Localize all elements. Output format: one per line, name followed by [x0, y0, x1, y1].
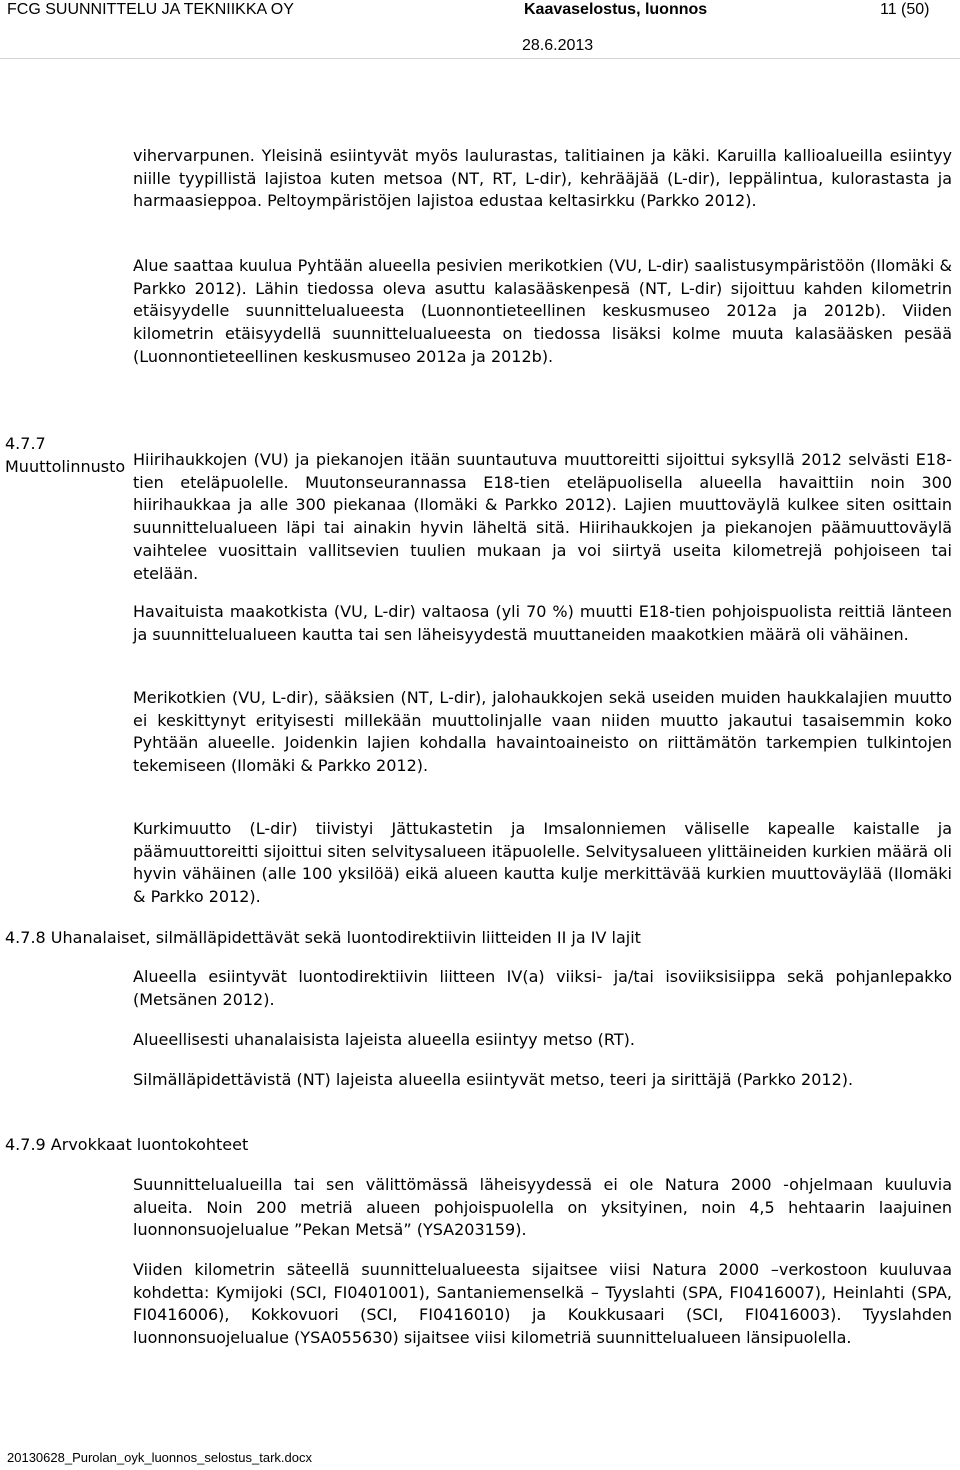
company-name: FCG SUUNNITTELU JA TEKNIIKKA OY — [7, 1, 294, 18]
paragraph-golden-eagles: Havaituista maakotkista (VU, L-dir) valtaosa (yli 70 %) muutti E18-tien pohjoispuolista reittiä länteen ja suunnittelualueen kautta tai sen läheisyydestä muuttaneiden maakotkien määrä oli vähäinen. — [133, 602, 952, 644]
section-heading-4-7-7: 4.7.7 Muuttolinnusto — [5, 434, 126, 476]
paragraph-natura-sites: Viiden kilometrin säteellä suunnittelualueesta sijaitsee viisi Natura 2000 –verkostoon kuuluvaa kohdetta: Kymijoki (SCI, FI0401001), Santaniemenselkä – Tyyslahti (SPA, FI0416007), Heinlahti (SPA, FI0416006), Kokkovuori (SCI, FI0416010) ja Koukkusaari (SCI, FI0416003). Tyyslahden luonnonsuojelualue (YSA055630) sijaitsee viisi kilometriä suunnittelualueen länsipuolella. — [133, 1260, 952, 1348]
page-header — [0, 0, 960, 60]
paragraph-buzzard-migration: Hiirihaukkojen (VU) ja piekanojen itään suuntautuva muuttoreitti sijoittui syksyllä 2012 selvästi E18-tien eteläpuolelle. Muutonseurannassa E18-tien eteläpuolisella alueella havaittiin noin 300 hiirihaukkaa ja alle 300 piekanaa (Ilomäki & Parkko 2012). Lajien muuttoväylä kulkee siten osittain suunnittelualueen läpi tai ainakin hyvin läheltä sitä. Hiirihaukkojen ja piekanojen päämuuttoväylä vaihtelee vuosittain vallitsevien tuulien mukaan ja voi siirtyä useita kilometrejä pohjoiseen tai etelään. — [133, 450, 952, 583]
paragraph-crane-migration: Kurkimuutto (L-dir) tiivistyi Jättukastetin ja Imsalonniemen väliselle kapealle kaistalle ja päämuuttoreitti sijoittui siten selvitysalueen itäpuolelle. Selvitysalueen ylittäineiden kurkien määrä oli hyvin vähäinen (alle 100 yksilöä) eikä alueen kautta kulje merkittävää kurkien muuttoväylää (Ilomäki & Parkko 2012). — [133, 819, 952, 907]
paragraph-regionally-threatened: Alueellisesti uhanalaisista lajeista alueella esiintyy metso (RT). — [133, 1030, 635, 1049]
paragraph-raptor-migration: Merikotkien (VU, L-dir), sääksien (NT, L-dir), jalohaukkojen sekä useiden muiden haukkalajien muutto ei keskittynyt erityisesti millekään muuttolinjalle vaan niiden muutto jakautui tasaisemmin koko Pyhtään alueelle. Joidenkin lajien kohdalla havaintoaineisto on riittämätön tarkempien tulkintojen tekemiseen (Ilomäki & Parkko 2012). — [133, 688, 952, 776]
paragraph-bird-species: vihervarpunen. Yleisinä esiintyvät myös laulurastas, talitiainen ja käki. Karuilla kallioalueilla esiintyy niille tyypillistä lajistoa kuten metsoa (NT, RT, L-dir), kehrääjää (L-dir), leppälintua, kulorastasta ja harmaasieppoa. Peltoympäristöjen lajistoa edustaa keltasirkku (Parkko 2012). — [133, 146, 952, 211]
page-number: 11 (50) — [880, 1, 930, 18]
footer-filename: 20130628_Purolan_oyk_luonnos_selostus_tark.docx — [7, 1450, 312, 1465]
section-heading-4-7-8: 4.7.8 Uhanalaiset, silmälläpidettävät sekä luontodirektiivin liitteiden II ja IV lajit — [5, 928, 641, 947]
document-date: 28.6.2013 — [522, 37, 594, 54]
paragraph-near-threatened: Silmälläpidettävistä (NT) lajeista alueella esiintyvät metso, teeri ja sirittäjä (Parkko 2012). — [133, 1070, 854, 1089]
paragraph-sea-eagles: Alue saattaa kuulua Pyhtään alueella pesivien merikotkien (VU, L-dir) saalistusympäristöön (Ilomäki & Parkko 2012). Lähin tiedossa oleva asuttu kalasääskenpesä (NT, L-dir) sijoittuu kahden kilometrin etäisyydelle suunnittelualueesta (Luonnontieteellinen keskusmuseo 2012a ja 2012b). Viiden kilometrin etäisyydellä suunnittelualueesta on tiedossa lisäksi kolme muuta kalasääsken pesää (Luonnontieteellinen keskusmuseo 2012a ja 2012b). — [133, 256, 952, 366]
section-heading-4-7-9: 4.7.9 Arvokkaat luontokohteet — [5, 1135, 249, 1154]
paragraph-protected-areas: Suunnittelualueilla tai sen välittömässä läheisyydessä ei ole Natura 2000 -ohjelmaan kuuluvia alueita. Noin 200 metriä alueen pohjoispuolella on yksityinen, noin 4,5 hehtaarin laajuinen luonnonsuojelualue ”Pekan Metsä” (YSA203159). — [133, 1175, 952, 1240]
paragraph-bats: Alueella esiintyvät luontodirektiivin liitteen IV(a) viiksi- ja/tai isoviiksisiippa sekä pohjanlepakko (Metsänen 2012). — [133, 967, 952, 1009]
header-divider — [0, 58, 960, 59]
document-title: Kaavaselostus, luonnos — [524, 1, 708, 18]
